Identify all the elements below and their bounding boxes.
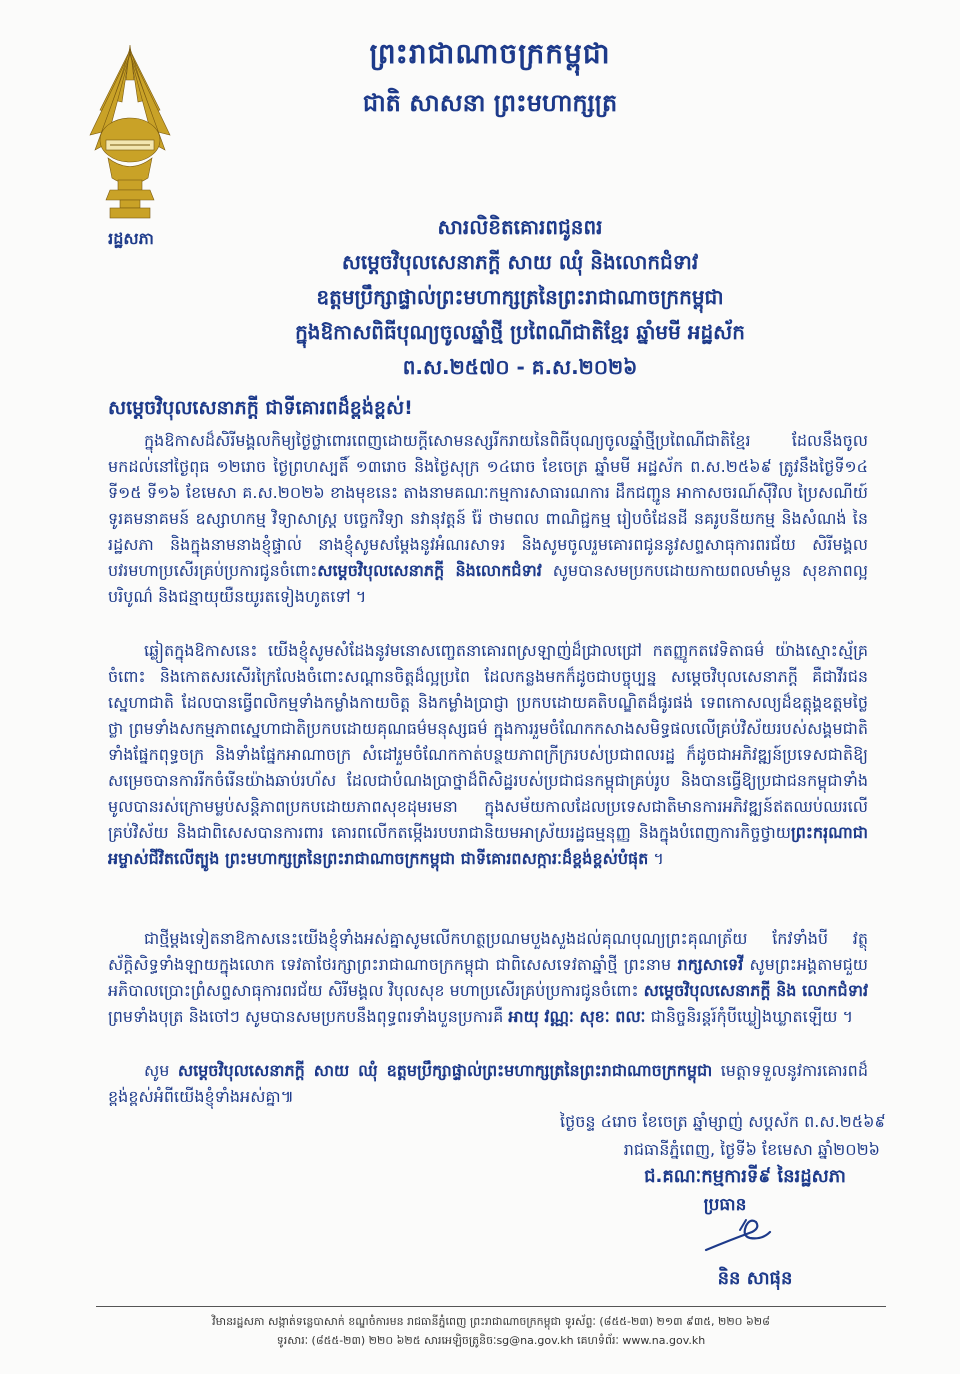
paragraph-1-text-b: សូមបានសមប្រកបដោយកាយពលមាំមួន សុខភាពល្អបរិបូណ៌ និងជន្មាយុយឺនយូរតទៀងហូតទៅ ។ — [108, 561, 868, 606]
paragraph-4-text-a: សូម — [144, 1061, 170, 1080]
footer-contact: ទូរសារៈ (៨៥៥-២៣) ២២០ ៦២៥ សារអេឡិចត្រូនិចៈsg@na.gov.kh គេហទំព័រៈ www.na.gov.kh — [276, 1334, 706, 1347]
paragraph-4-bold: សម្តេចវិបុលសេនាភក្តី សាយ ឈុំ ឧត្តមប្រឹក្សាផ្ទាល់ព្រះមហាក្សត្រនៃព្រះរាជាណាចក្រកម្ពុជា — [177, 1061, 713, 1080]
letterhead-footer — [96, 1312, 886, 1350]
emblem-graphic — [80, 40, 180, 230]
letter-title-line-3: ឧត្តមប្រឹក្សាផ្ទាល់ព្រះមហាក្សត្រនៃព្រះរាជាណាចក្រកម្ពុជា — [316, 285, 724, 309]
paragraph-4-text-b: មេត្តាទទួលនូវការគោរពដ៏ខ្ពង់ខ្ពស់អំពីយើងខ្ញុំទាំងអស់គ្នា៕ — [108, 1061, 868, 1106]
paragraph-2-bold: ព្រះករុណាជាអម្ចាស់ជីវិតលើត្បូង ព្រះមហាក្សត្រនៃព្រះរាជាណាចក្រកម្ពុជា ជាទីគោរពសក្ការៈដ៏ខ្ពង់ខ្ពស់បំផុត — [108, 823, 868, 868]
signatory-organization: ជ.គណៈកម្មការទី៩ នៃរដ្ឋសភា — [644, 1166, 846, 1187]
paragraph-2 — [108, 638, 868, 924]
paragraph-2-text-a: ឆ្លៀតក្នុងឱកាសនេះ យើងខ្ញុំសូមសំដែងនូវមនោសញ្ចេតនាគោរពស្រឡាញ់ដ៏ជ្រាលជ្រៅ កតញ្ញូកតវេទិតាធម៌ យ៉ាងស្មោះស្ម័គ្រចំពោះ និងកោតសរសើរក្រៃលែងចំពោះសណ្តានចិត្តដ៏ល្អប្រពៃ ដែលកន្លងមកក៏ដូចជាបច្ចុប្បន្ន សម្តេចវិបុលសេនាភក្តី គឺជាវីរជនស្នេហាជាតិ ដែលបានធ្វើពលិកម្មទាំងកម្លាំងកាយចិត្ត និងកម្លាំងប្រាជ្ញា ប្រកបដោយគតិបណ្ឌិតដ៏ផូរផង់ ទេពកោសល្យដ៏ឧត្តុង្គឧត្តមថ្លៃថ្លា ព្រមទាំងសកម្មភាពស្នេហាជាតិប្រកបដោយគុណធម៌មនុស្សធម៌ ក្នុងការរួមចំណែកកសាងសមិទ្ធផលលើគ្រប់វិស័យរបស់សង្គមជាតិ ទាំងផ្នែកពុទ្ធចក្រ និងទាំងផ្នែកអាណាចក្រ សំដៅរួមចំណែកកាត់បន្ថយភាពក្រីក្ររបស់ប្រជាពលរដ្ឋ ក៏ដូចជាអភិវឌ្ឍន៍ប្រទេសជាតិឱ្យសម្រេចបានការរីកចំរើនយ៉ាងឆាប់រហ័ស ដែលជាបំណងប្រាថ្នាដ៏ពិសិដ្ឋរបស់ប្រជាជនកម្ពុជាគ្រប់រូប និងបានធ្វើឱ្យប្រជាជនកម្ពុជាទាំងមូលបានរស់ក្រោមម្លប់សន្តិភាពប្រកបដោយភាពសុខដុមរមនា ក្នុងសម័យកាលដែលប្រទេសជាតិមានការអភិវឌ្ឍន៍ឥតឈប់ឈរលើគ្រប់វិស័យ និងជាពិសេសបានការពារ គោរពលើកតម្កើងរបបរាជានិយមអាស្រ័យរដ្ឋធម្មនុញ្ញ និងក្នុងបំពេញការកិច្ចថ្វាយ — [108, 641, 868, 842]
paragraph-3-text-d: ជានិច្ចនិរន្តរ៍កុំបីឃ្លៀងឃ្លាតឡើយ ។ — [645, 1007, 854, 1026]
signature-graphic — [700, 1210, 790, 1266]
paragraph-3-bold-2: សម្តេចវិបុលសេនាភក្តី និង លោកជំទាវ — [643, 981, 868, 1000]
paragraph-3-text-c: ព្រមទាំងបុត្រ និងចៅៗ សូមបានសមប្រកបនឹងពុទ្ធពរទាំងបួនប្រការគឺ — [108, 1007, 504, 1026]
national-assembly-emblem — [80, 40, 180, 230]
paragraph-1 — [108, 428, 868, 636]
letter-title-line-1: សារលិខិតគោរពជូនពរ — [437, 215, 603, 239]
paragraph-4 — [108, 1058, 868, 1112]
paragraph-3-bold-1: រាក្សសាទេវី — [677, 955, 744, 974]
kingdom-heading: ព្រះរាជាណាចក្រកម្ពុជា — [369, 37, 611, 70]
handwritten-signature — [700, 1210, 790, 1266]
signatory-name: និន សាផុន — [717, 1268, 793, 1289]
salutation: សម្តេចវិបុលសេនាភក្តី ជាទីគោរពដ៏ខ្ពង់ខ្ពស់! — [108, 397, 413, 419]
paragraph-3-text-a: ជាថ្មីម្តងទៀតនាឱកាសនេះយើងខ្ញុំទាំងអស់គ្នាសូមលើកហត្ថប្រណមបួងសួងដល់គុណបុណ្យព្រះគុណត្រ័យ កែវទាំងបី វត្ថុស័ក្តិសិទ្ធទាំងឡាយក្នុងលោក ទេវតាថែរក្សាព្រះរាជាណាចក្រកម្ពុជា ជាពិសេសទេវតាឆ្នាំថ្មី ព្រះនាម — [108, 929, 868, 974]
paragraph-3-text-b: សូមព្រះអង្គតាមជួយអភិបាលប្រោះព្រំសព្ទសាធុការពរជ័យ សិរីមង្គល វិបុលសុខ មហាប្រសើរគ្រប់ប្រការជូនចំពោះ — [108, 955, 868, 1000]
place-and-date: រាជធានីភ្នំពេញ, ថ្ងៃទី៦ ខែមេសា ឆ្នាំ២០២៦ — [623, 1140, 880, 1159]
letter-title-line-2: សម្តេចវិបុលសេនាភក្តី សាយ ឈុំ និងលោកជំទាវ — [341, 250, 699, 274]
national-motto: ជាតិ សាសនា ព្រះមហាក្សត្រ — [362, 89, 618, 117]
footer-divider — [96, 1306, 886, 1307]
letter-title-line-4: ក្នុងឱកាសពិធីបុណ្យចូលឆ្នាំថ្មី ប្រពៃណីជាតិខ្មែរ ឆ្នាំមមី អដ្ឋស័ក — [295, 320, 745, 344]
paragraph-1-bold: សម្តេចវិបុលសេនាភក្តី និងលោកជំទាវ — [317, 561, 542, 580]
signatory-role: ប្រធាន — [703, 1195, 747, 1215]
letter-title-line-5: ព.ស.២៥៧០ - គ.ស.២០២៦ — [402, 355, 638, 379]
letter-title-block — [180, 210, 860, 385]
paragraph-3-bold-3: អាយុ វណ្ណៈ សុខៈ ពលៈ — [508, 1007, 646, 1026]
paragraph-2-text-b: ។ — [648, 849, 664, 868]
letter-body — [108, 428, 868, 1114]
date-block — [560, 1108, 886, 1164]
paragraph-3 — [108, 926, 868, 1056]
emblem-caption: រដ្ឋសភា — [108, 229, 154, 248]
paragraph-1-text-a: ក្នុងឱកាសដ៏សិរីមង្គលកិម្យថ្ងៃថ្លាពោរពេញដោយក្តីសោមនស្សរីករាយនៃពិធីបុណ្យចូលឆ្នាំថ្មីប្រពៃណីជាតិខ្មែរ ដែលនឹងចូលមកដល់នៅថ្ងៃពុធ ១២រោច ថ្ងៃព្រហស្បតិ៍ ១៣រោច និងថ្ងៃសុក្រ ១៤រោច ខែចេត្រ ឆ្នាំមមី អដ្ឋស័ក ព.ស.២៥៦៩ ត្រូវនឹងថ្ងៃទី១៤ ទី១៥ ទី១៦ ខែមេសា គ.ស.២០២៦ ខាងមុខនេះ តាងនាមគណៈកម្មការសាធារណការ ដឹកជញ្ជូន អាកាសចរណ៍ស៊ីវិល ប្រៃសណីយ៍ ទូរគមនាគមន៍ ឧស្សាហកម្ម វិទ្យាសាស្ត្រ បច្ចេកវិទ្យា នវានុវត្តន៍ រ៉ែ ថាមពល ពាណិជ្ជកម្ម រៀបចំដែនដី នគរូបនីយកម្ម និងសំណង់ នៃរដ្ឋសភា និងក្នុងនាមនាងខ្ញុំផ្ទាល់ នាងខ្ញុំសូមសម្តែងនូវអំណរសាទរ និងសូមចូលរួមគោរពជូននូវសព្ទសាធុការពរជ័យ សិរីមង្គល បវរមហាប្រសើរគ្រប់ប្រការជូនចំពោះ — [108, 431, 868, 580]
lunar-date: ថ្ងៃចន្ទ ៤រោច ខែចេត្រ ឆ្នាំម្សាញ់ សប្តស័ក ព.ស.២៥៦៩ — [560, 1112, 886, 1131]
footer-address: វិមានរដ្ឋសភា សង្កាត់ទន្លេបាសាក់ ខណ្ឌចំការមន រាជធានីភ្នំពេញ ព្រះរាជាណាចក្រកម្ពុជា ទូរស័ព្ទៈ (៨៥៥-២៣) ២១៣ ៩៣៥, ២២០ ៦២៨ — [212, 1315, 770, 1328]
